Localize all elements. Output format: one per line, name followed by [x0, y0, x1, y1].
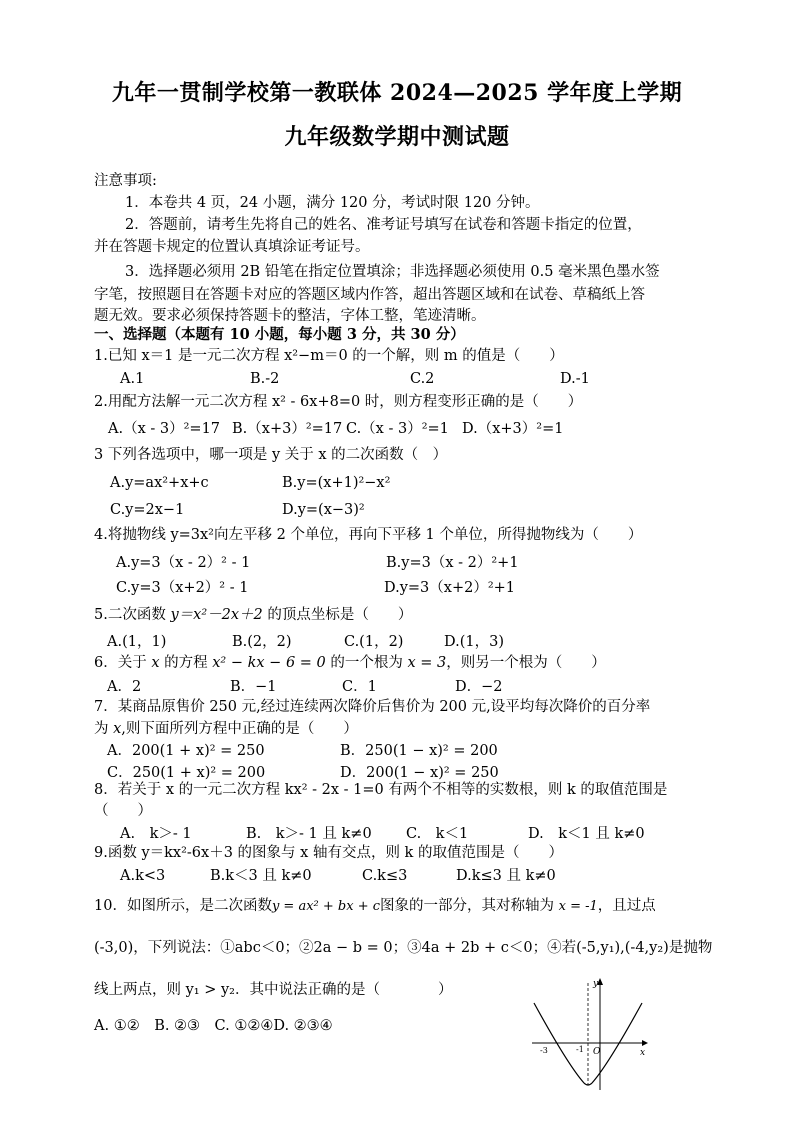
- q3-option-b: B.y=(x+1)²−x²: [282, 475, 391, 491]
- q1-option-c: C.2: [410, 371, 435, 387]
- q8-option-d: D. k＜1 且 k≠0: [528, 826, 645, 842]
- q7-option-d: D．200(1 − x)² = 250: [340, 765, 499, 781]
- x-axis-arrow: [642, 1040, 648, 1046]
- q10-formula: y = ax² + bx + c: [271, 899, 380, 914]
- q2-option-a: A.（x - 3）²=17: [108, 421, 221, 437]
- q8-stem-line1: 8．若关于 x 的一元二次方程 kx² - 2x - 1=0 有两个不相等的实数根，则 k 的取值范围是: [94, 782, 668, 798]
- q3-option-c: C.y=2x−1: [110, 502, 185, 518]
- q6-option-c: C．1: [342, 679, 377, 695]
- q10-prefix: 10．如图所示，是二次函数: [94, 898, 272, 914]
- q5-formula: y＝x²－2x＋2: [170, 607, 263, 623]
- tick-neg1: -1: [576, 1045, 584, 1054]
- q10-stem-line1: [94, 896, 656, 917]
- q9-option-d: D.k≤3 且 k≠0: [456, 868, 556, 884]
- q7-stem-line1: 7．某商品原售价 250 元,经过连续两次降价后售价为 200 元,设平均每次降价的百分率: [94, 699, 651, 715]
- tick-neg3: -3: [540, 1046, 548, 1055]
- q9-option-c: C.k≤3: [362, 868, 408, 884]
- q5-stem-suffix: 的顶点坐标是（ ）: [262, 607, 413, 623]
- q6-formula: x² − kx − 6 = 0: [212, 655, 326, 671]
- q5-option-d: D.(1，3): [444, 634, 504, 650]
- q4-option-a: A.y=3（x - 2）² - 1: [116, 555, 251, 571]
- q2-option-b: B.（x+3）²=17: [232, 421, 343, 437]
- q4-stem: 4.将抛物线 y=3x²向左平移 2 个单位，再向下平移 1 个单位，所得抛物线为（ ）: [94, 527, 643, 543]
- q9-option-a: A.k<3: [120, 868, 166, 884]
- q8-stem-line2: （ ）: [94, 803, 152, 819]
- q3-option-d: D.y=(x−3)²: [282, 502, 365, 518]
- q10-stem-line3: 线上两点，则 y₁ > y₂．其中说法正确的是（ ）: [94, 982, 453, 998]
- q1-option-b: B.-2: [250, 371, 280, 387]
- q7-option-c: C．250(1 + x)² = 200: [107, 765, 266, 781]
- q4-option-c: C.y=3（x+2）² - 1: [116, 580, 249, 596]
- origin-label: O: [593, 1047, 601, 1057]
- note-item-1: 1．本卷共 4 页，24 小题，满分 120 分，考试时限 120 分钟。: [125, 195, 540, 211]
- note-item-2-line2: 并在答题卡规定的位置认真填涂证考证号。: [94, 239, 370, 255]
- q5-option-b: B.(2，2): [232, 634, 292, 650]
- q6-stem-suffix: ，则另一个根为（ ）: [446, 655, 606, 671]
- note-item-2-line1: 2．答题前，请考生先将自己的姓名、准考证号填写在试卷和答题卡指定的位置，: [125, 217, 642, 233]
- exam-subtitle: 九年级数学期中测试题: [284, 124, 510, 150]
- q4-option-d: D.y=3（x+2）²+1: [384, 580, 516, 596]
- exam-title: 九年一贯制学校第一教联体 2024—2025 学年度上学期: [111, 80, 683, 106]
- q7-stem-suffix: ,则下面所列方程中正确的是（ ）: [121, 721, 358, 737]
- q6-stem: [94, 653, 606, 673]
- q10-options: A. ①② B. ②③ C. ①②④D. ②③④: [94, 1018, 333, 1034]
- notes-heading: 注意事项:: [94, 173, 157, 189]
- q6-var-x: x: [151, 655, 160, 671]
- q4-option-b: B.y=3（x - 2）²+1: [386, 555, 519, 571]
- y-axis-label: y: [593, 979, 599, 989]
- q6-option-a: A．2: [107, 679, 142, 695]
- q5-option-a: A.(1，1): [107, 634, 167, 650]
- q5-option-c: C.(1，2): [344, 634, 404, 650]
- q8-option-c: C. k＜1: [406, 826, 469, 842]
- q6-option-b: B．−1: [230, 679, 277, 695]
- q10-axis: x = -1: [558, 899, 598, 914]
- q5-stem-prefix: 5.二次函数: [94, 607, 171, 623]
- q9-option-b: B.k＜3 且 k≠0: [210, 868, 312, 884]
- q8-option-b: B. k＞- 1 且 k≠0: [246, 826, 372, 842]
- q7-var-x: x: [113, 721, 122, 737]
- q2-option-d: D.（x+3）²=1: [462, 421, 564, 437]
- q7-stem-prefix: 为: [94, 721, 114, 737]
- q2-option-c: C.（x - 3）²=1: [346, 421, 449, 437]
- section-heading: 一、选择题（本题有 10 小题，每小题 3 分，共 30 分）: [94, 326, 465, 343]
- q3-stem: 3 下列各选项中，哪一项是 y 关于 x 的二次函数（ ）: [94, 447, 448, 463]
- q6-root: x = 3: [407, 655, 447, 671]
- q5-stem: [94, 605, 412, 625]
- q1-option-d: D.-1: [560, 371, 590, 387]
- q6-option-d: D．−2: [455, 679, 503, 695]
- q10-parabola-graph: [530, 975, 650, 1095]
- q1-option-a: A.1: [120, 371, 145, 387]
- q3-option-a: A.y=ax²+x+c: [110, 475, 209, 491]
- note-item-3-line3: 题无效。要求必须保持答题卡的整洁，字体工整，笔迹清晰。: [94, 308, 486, 324]
- q7-option-a: A．200(1 + x)² = 250: [107, 743, 265, 759]
- note-item-3-line2: 字笔，按照题目在答题卡对应的答题区域内作答，超出答题区域和在试卷、草稿纸上答: [94, 287, 645, 303]
- note-item-3-line1: 3．选择题必须用 2B 铅笔在指定位置填涂；非选择题必须使用 0.5 毫米黑色墨水签: [125, 264, 660, 280]
- q9-stem: 9.函数 y＝kx²-6x＋3 的图象与 x 轴有交点，则 k 的取值范围是（ ）: [94, 845, 563, 861]
- q2-stem: 2.用配方法解一元二次方程 x² - 6x+8=0 时，则方程变形正确的是（ ）: [94, 394, 583, 410]
- x-axis-label: x: [640, 1048, 646, 1058]
- q6-stem-prefix: 6．关于: [94, 655, 152, 671]
- q10-mid: 图象的一部分，其对称轴为: [380, 898, 559, 914]
- q6-stem-mid2: 的一个根为: [325, 655, 408, 671]
- q10-stem-line2: (-3,0)，下列说法：①abc＜0；②2a − b = 0；③4a + 2b + c＜0；④若(-5,y₁),(-4,y₂)是抛物: [94, 940, 713, 956]
- q8-option-a: A. k＞- 1: [120, 826, 192, 842]
- q7-option-b: B．250(1 − x)² = 200: [340, 743, 498, 759]
- q10-suffix: ，且过点: [597, 898, 656, 914]
- q7-stem-line2: [94, 719, 358, 739]
- q1-stem: 1.已知 x＝1 是一元二次方程 x²−m＝0 的一个解，则 m 的值是（ ）: [94, 348, 564, 364]
- q6-stem-mid: 的方程: [159, 655, 213, 671]
